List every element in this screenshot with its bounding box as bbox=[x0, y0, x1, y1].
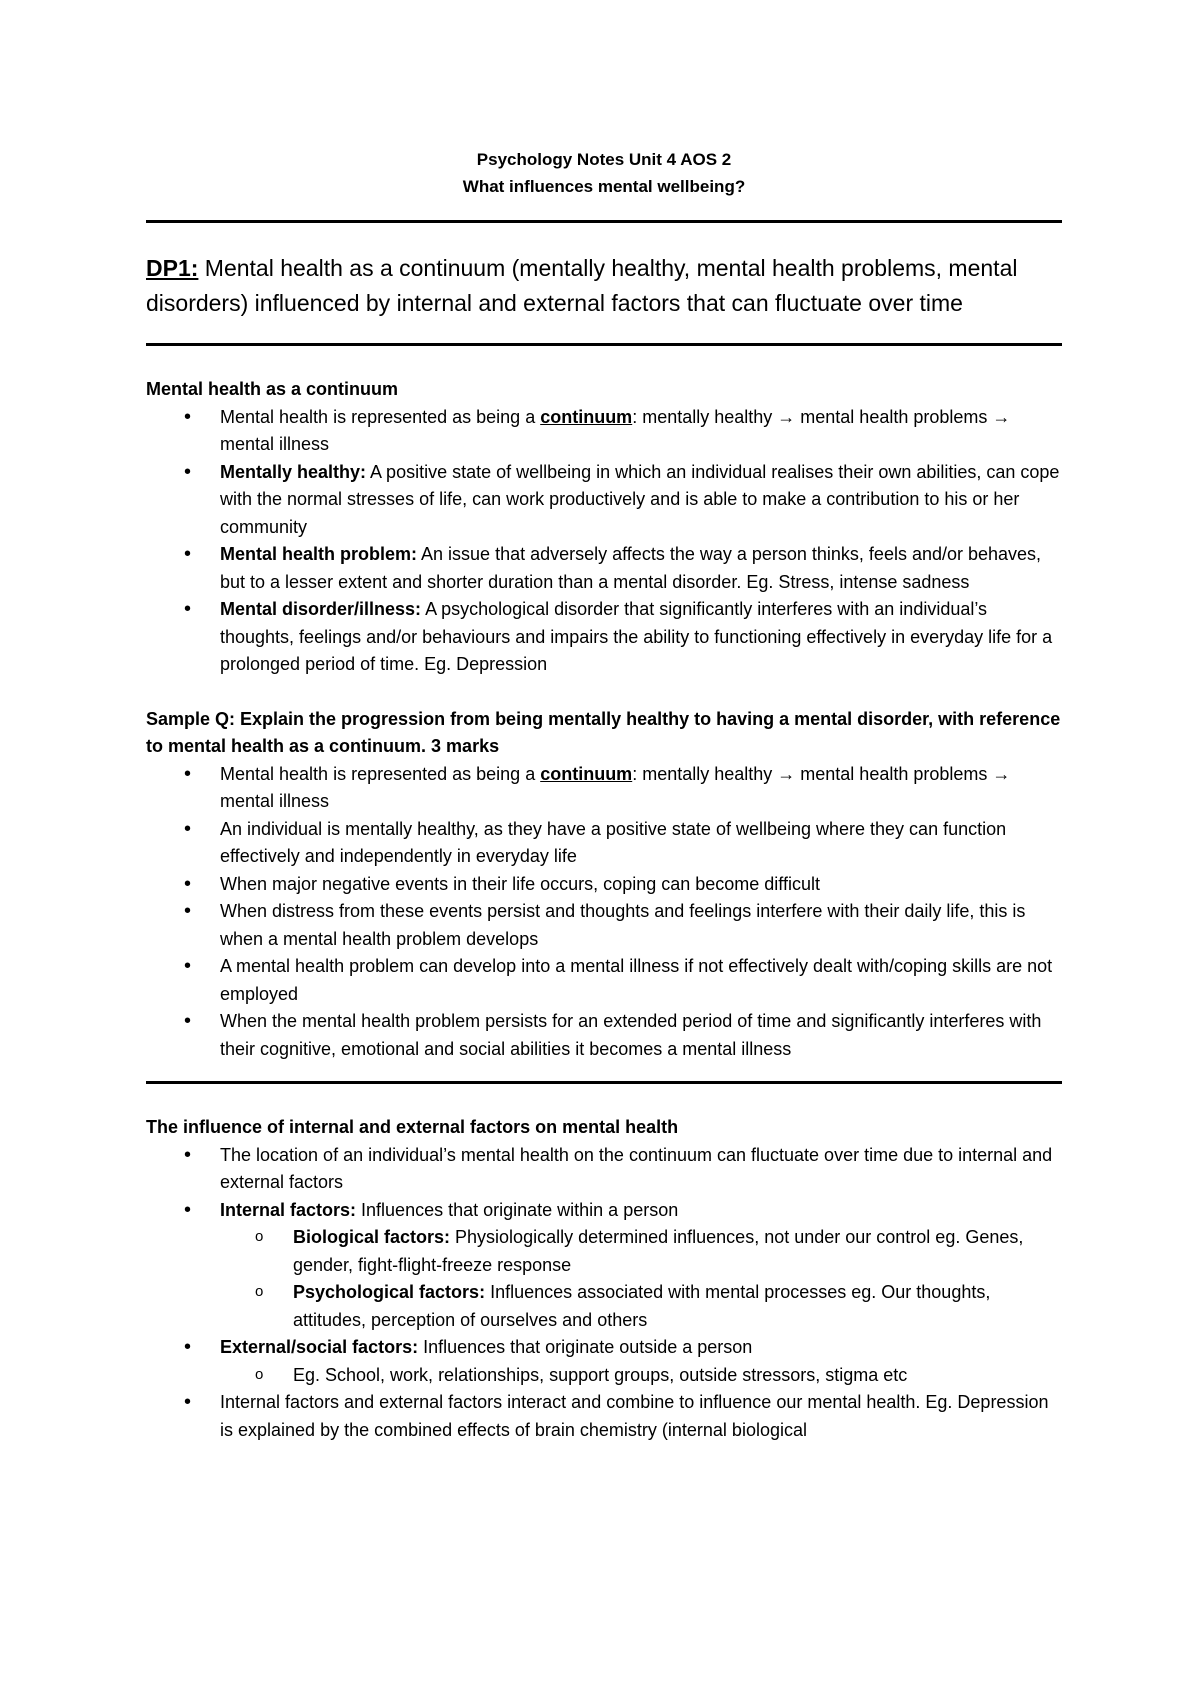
section-heading: Mental health as a continuum bbox=[146, 379, 399, 399]
term: Internal factors: bbox=[220, 1199, 357, 1220]
item-text: mental illness bbox=[220, 434, 330, 454]
dp-label: DP1: bbox=[146, 255, 199, 281]
doc-title: Psychology Notes Unit 4 AOS 2 bbox=[476, 150, 732, 169]
sub-list-item bbox=[220, 1279, 1062, 1334]
term: Psychological factors: bbox=[293, 1282, 486, 1302]
doc-subtitle: What influences mental wellbeing? bbox=[462, 177, 746, 196]
definition: Influences that originate within a person bbox=[356, 1199, 679, 1220]
term: Mental disorder/illness: bbox=[220, 599, 422, 619]
sub-list bbox=[220, 1224, 1062, 1334]
item-text: Mental health is represented as being a bbox=[220, 763, 541, 784]
list-item: • When the mental health problem persists for an extended period of time and significantly interferes with their cognitive, emotional and social abilities it becomes a mental illness bbox=[146, 1008, 1062, 1063]
list-item: • When major negative events in their life occurs, coping can become difficult bbox=[146, 871, 1062, 899]
page-content bbox=[146, 146, 1062, 1444]
list-item bbox=[146, 761, 1062, 816]
definition: Influences associated with mental processes eg. Our thoughts, attitudes, perception of ourselves and others bbox=[293, 1282, 991, 1330]
arrow-right-icon: → bbox=[777, 763, 796, 784]
definition: An issue that adversely affects the way a person thinks, feels and/or behaves, but to a lesser extent and shorter duration than a mental disorder. Eg. Stress, intense sadness bbox=[220, 544, 1042, 592]
dp-text: Mental health as a continuum (mentally healthy, mental health problems, mental disorders) influenced by internal and external factors that can fluctuate over time bbox=[146, 255, 1018, 316]
divider bbox=[146, 1081, 1062, 1084]
item-text: : mentally healthy bbox=[632, 763, 778, 784]
list-item: • An individual is mentally healthy, as they have a positive state of wellbeing where they can function effectively and independently in everyday life bbox=[146, 816, 1062, 871]
list-item bbox=[146, 1334, 1062, 1389]
sub-list-item bbox=[220, 1224, 1062, 1279]
definition: A positive state of wellbeing in which an individual realises their own abilities, can cope with the normal stresses of life, can work productively and is able to make a contribution to his or her community bbox=[220, 461, 1060, 537]
list-item: • When distress from these events persist and thoughts and feelings interfere with their daily life, this is when a mental health problem develops bbox=[146, 898, 1062, 953]
arrow-right-icon: → bbox=[992, 763, 1011, 784]
definition: Physiologically determined influences, not under our control eg. Genes, gender, fight-flight-freeze response bbox=[293, 1227, 1024, 1275]
list-item bbox=[146, 459, 1062, 542]
list-item: • The location of an individual’s mental health on the continuum can fluctuate over time due to internal and external factors bbox=[146, 1142, 1062, 1197]
divider bbox=[146, 343, 1062, 346]
divider bbox=[146, 220, 1062, 223]
bullet-list bbox=[146, 1142, 1062, 1445]
list-item bbox=[146, 596, 1062, 679]
item-text: Mental health is represented as being a bbox=[220, 406, 541, 427]
sub-list bbox=[220, 1362, 1062, 1390]
arrow-right-icon: → bbox=[992, 406, 1011, 427]
term: Mental health problem: bbox=[220, 544, 418, 564]
item-text: mental health problems bbox=[795, 763, 993, 784]
list-item bbox=[146, 404, 1062, 459]
sample-question-heading: Sample Q: Explain the progression from being mentally healthy to having a mental disorder, with reference to mental health as a continuum. 3 marks bbox=[146, 708, 1061, 756]
definition: Influences that originate outside a person bbox=[418, 1337, 753, 1357]
list-item bbox=[146, 541, 1062, 596]
dot-point-heading bbox=[146, 251, 1062, 321]
item-text: mental illness bbox=[220, 791, 330, 811]
item-text: : mentally healthy bbox=[632, 406, 778, 427]
term: Mentally healthy: bbox=[220, 461, 367, 482]
section-heading: The influence of internal and external factors on mental health bbox=[146, 1117, 679, 1137]
term: External/social factors: bbox=[220, 1337, 419, 1357]
sub-list-item: o Eg. School, work, relationships, support groups, outside stressors, stigma etc bbox=[220, 1362, 1062, 1390]
list-item: • A mental health problem can develop into a mental illness if not effectively dealt with/coping skills are not employed bbox=[146, 953, 1062, 1008]
item-text: mental health problems bbox=[795, 406, 993, 427]
list-item bbox=[146, 1197, 1062, 1335]
arrow-right-icon: → bbox=[777, 406, 796, 427]
underlined-term: continuum bbox=[540, 763, 633, 784]
definition: A psychological disorder that significantly interferes with an individual’s thoughts, feelings and/or behaviours and impairs the ability to functioning effectively in everyday life for a prolonged period of time. Eg. Depression bbox=[220, 599, 1053, 674]
bullet-list bbox=[146, 404, 1062, 679]
term: Biological factors: bbox=[293, 1227, 451, 1247]
underlined-term: continuum bbox=[540, 406, 633, 427]
list-item: • Internal factors and external factors interact and combine to influence our mental health. Eg. Depression is explained by the combined effects of brain chemistry (internal biological bbox=[146, 1389, 1062, 1444]
bullet-list bbox=[146, 761, 1062, 1064]
